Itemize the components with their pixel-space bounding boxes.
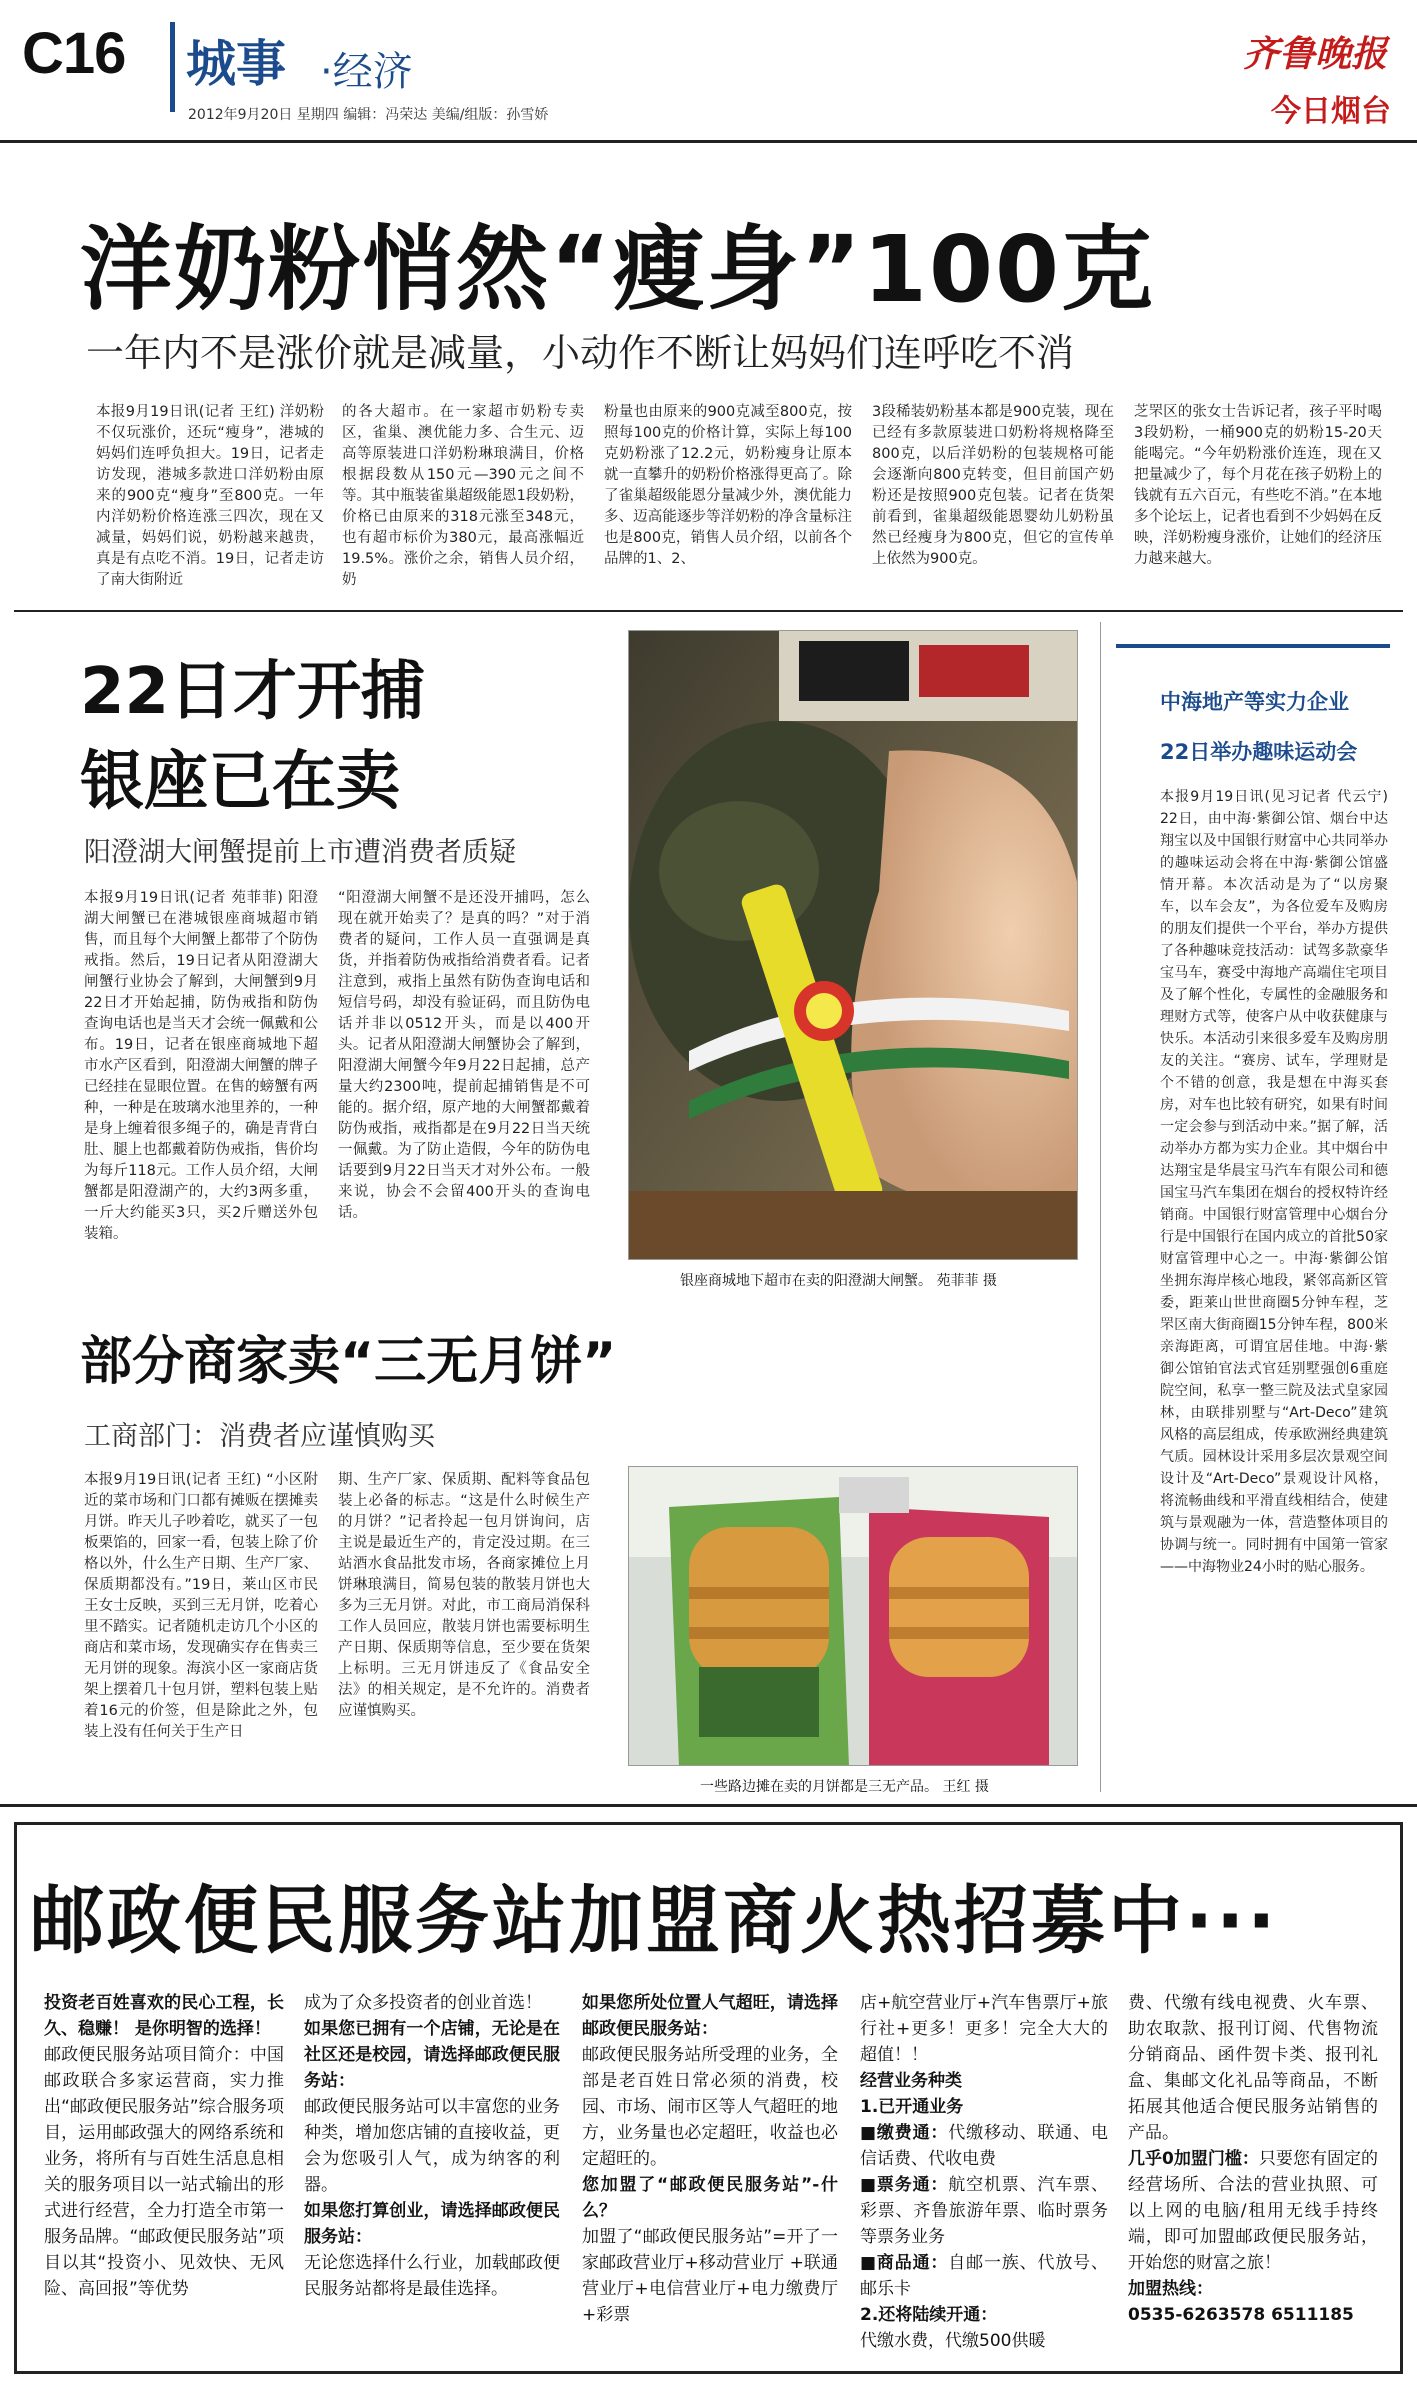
mooncake-photo [628, 1466, 1078, 1766]
article2-headline-line2: 银座已在卖 [80, 745, 400, 819]
header-divider [170, 22, 175, 112]
article1-col-1: 本报9月19日讯(记者 王红) 洋奶粉不仅玩涨价，还玩“瘦身”，港城的妈妈们连呼负担大。19日，记者走访发现，港城多款进口洋奶粉由原来的900克“瘦身”至800克。一年内洋奶粉价格连涨三四次，现在又减量，妈妈们说，奶粉越来越贵，真是有点吃不消。19日，记者走访了南大街附近 [96, 404, 324, 588]
article2-subheadline: 阳澄湖大闸蟹提前上市遭消费者质疑 [84, 837, 516, 868]
sidebar-headline-line2: 22日举办趣味运动会 [1160, 740, 1358, 764]
article1-col-3: 粉量也由原来的900克减至800克，按照每100克的价格计算，实际上每100克奶粉涨了12.2元，奶粉瘦身让原本就一直攀升的奶粉价格涨得更高了。除了雀巢超级能恩分量减少外，澳优能力多、迈高能逐步等洋奶粉的净含量标注也是800克，销售人员介绍，以前各个品牌的1、2、 [604, 404, 852, 567]
article1-bottom-rule [14, 610, 1403, 612]
article2-headline-line1: 22日才开捕 [80, 655, 426, 729]
edition-name: 今日烟台 [1271, 94, 1391, 129]
ad-col-2: 成为了众多投资者的创业首选！ 如果您已拥有一个店铺，无论是在社区还是校园，请选择邮政便民服务站： 邮政便民服务站可以丰富您的业务种类，增加您店铺的直接收益，更会为您吸引人气，成为纳客的利器。 如果您打算创业，请选择邮政便民服务站： 无论您选择什么行业，加载邮政便民服务站都将是最佳选择。 [304, 1993, 560, 2299]
newspaper-logo: 齐鲁晚报 [1242, 33, 1387, 75]
article3-subheadline: 工商部门：消费者应谨慎购买 [84, 1421, 435, 1452]
article2-col-1: 本报9月19日讯(记者 苑菲菲) 阳澄湖大闸蟹已在港城银座商城超市销售，而且每个大闸蟹上都带了个防伪戒指。然后，19日记者从阳澄湖大闸蟹行业协会了解到，大闸蟹到9月22日才开始起捕，防伪戒指和防伪查询电话也是当天才会统一佩戴和公布。19日，记者在银座商城地下超市水产区看到，阳澄湖大闸蟹的牌子已经挂在显眼位置。在售的螃蟹有两种，一种是在玻璃水池里养的，一种是身上缠着很多绳子的，确是青背白肚、腿上也都戴着防伪戒指，售价均为每斤118元。工作人员介绍，大闸蟹都是阳澄湖产的，大约3两多重，一斤大约能买3只，买2斤赠送外包装箱。 [84, 890, 318, 1242]
sidebar-body: 本报9月19日讯(见习记者 代云宁) 22日，由中海·紫御公馆、烟台中达翔宝以及中国银行财富中心共同举办的趣味运动会将在中海·紫御公馆盛情开幕。本次活动是为了“以房聚车，以车会友”，为各位爱车及购房的朋友们提供一个平台，举办方提供了各种趣味竞技活动：试驾多款豪华宝马车，赛受中海地产高端住宅项目及了解个性化，专属性的金融服务和理财方式等，使客户从中收获健康与快乐。本活动引来很多爱车及购房朋友的关注。“赛房、试车，学理财是个不错的创意，我是想在中海买套房，对车也比较有研究，如果有时间一定会参与到活动中来。”据了解，活动举办方都为实力企业。其中烟台中达翔宝是华晨宝马汽车有限公司和德国宝马汽车集团在烟台的授权特许经销商。中国银行财富管理中心烟台分行是中国银行在国内成立的首批50家财富管理中心之一。中海·紫御公馆坐拥东海岸核心地段，紧邻高新区管委，距莱山世世商圈5分钟车程，芝罘区南大街商圈15分钟车程，800米亲海距离，可谓宜居佳地。中海·紫御公馆铂官法式官廷别墅强创6重庭院空间，私享一整三院及法式皇家园林，由联排别墅与“Art-Deco”建筑风格的高层组成，传承欧洲经典建筑气质。园林设计采用多层次景观空间设计及“Art-Deco”景观设计风格，将流畅曲线和平滑直线相结合，使建筑与景观融为一体，营造整体项目的协调与统一。同时拥有中国第一管家——中海物业24小时的贴心服务。 [1160, 789, 1388, 1575]
article1-headline: 洋奶粉悄然“瘦身”100克 [80, 216, 1155, 323]
sidebar-headline-line1: 中海地产等实力企业 [1160, 690, 1349, 714]
sidebar-divider [1100, 622, 1101, 1792]
ad-col-5: 费、代缴有线电视费、火车票、助农取款、报刊订阅、代售物流分销商品、函件贺卡类、报刊礼盒、集邮文化礼品等商品，不断拓展其他适合便民服务站销售的产品。 几乎0加盟门槛：只要您有固定的经营场所、合法的营业执照、可以上网的电脑/租用无线手持终端，即可加盟邮政便民服务站，开始您的财富之旅！ 加盟热线： 0535-6263578 6511185 [1128, 1993, 1378, 2325]
ad-col-1: 投资老百姓喜欢的民心工程，长久、稳赚！ 是你明智的选择！ 邮政便民服务站项目简介：中国邮政联合多家运营商，实力推出“邮政便民服务站”综合服务项目，运用邮政强大的网络系统和业务，将所有与百姓生活息息相关的服务项目以一站式输出的形式进行经营，全力打造全市第一服务品牌。“邮政便民服务站”项目以其“投资小、见效快、无风险、高回报”等优势 [44, 1993, 284, 2299]
crab-photo [628, 630, 1078, 1260]
article1-col-5: 芝罘区的张女士告诉记者，孩子平时喝3段奶粉，一桶900克的奶粉15-20天能喝完。“今年奶粉涨价连连，现在又把量减少了，每个月花在孩子奶粉上的钱就有五六百元，有些吃不消。”在本地多个论坛上，记者也看到不少妈妈在反映，洋奶粉瘦身涨价，让她们的经济压力越来越大。 [1134, 404, 1382, 567]
header-rule [0, 140, 1417, 143]
crab-photo-image [629, 631, 1078, 1260]
article1-subheadline: 一年内不是涨价就是减量，小动作不断让妈妈们连呼吃不消 [86, 331, 1075, 375]
issue-meta: 2012年9月20日 星期四 编辑：冯荣达 美编/组版：孙雪娇 [188, 107, 549, 123]
mooncake-photo-caption: 一些路边摊在卖的月饼都是三无产品。 王红 摄 [700, 1779, 989, 1795]
ad-title: 邮政便民服务站加盟商火热招募中··· [30, 1878, 1279, 1964]
subsection-title: ·经济 [320, 49, 413, 95]
crab-photo-caption: 银座商城地下超市在卖的阳澄湖大闸蟹。 苑菲菲 摄 [680, 1273, 997, 1289]
ad-col-3: 如果您所处位置人气超旺，请选择邮政便民服务站： 邮政便民服务站所受理的业务，全部是老百姓日常必须的消费，校园、市场、闹市区等人气超旺的地方，业务量也必定超旺，收益也必定超旺的。 您加盟了“邮政便民服务站”-什么？ 加盟了“邮政便民服务站”=开了一家邮政营业厅+移动营业厅 +联通营业厅+电信营业厅+电力缴费厅+彩票 [582, 1993, 838, 2325]
article1-col-4: 3段稀装奶粉基本都是900克装，现在已经有多款原装进口奶粉将规格降至800克，以后洋奶粉的包装规格可能会逐渐向800克转变，但目前国产奶粉还是按照900克包装。记者在货架前看到，雀巢超级能恩婴幼儿奶粉虽然已经瘦身为800克，但它的宣传单上依然为900克。 [872, 404, 1114, 567]
article1-col-2: 的各大超市。在一家超市奶粉专卖区，雀巢、澳优能力多、合生元、迈高等原装进口洋奶粉琳琅满目，价格根据段数从150元—390元之间不等。其中瓶装雀巢超级能恩1段奶粉，价格已由原来的318元涨至348元，也有超市标价为380元，最高涨幅近19.5%。涨价之余，销售人员介绍，奶 [342, 404, 584, 588]
article3-col-2: 期、生产厂家、保质期、配料等食品包装上必备的标志。“这是什么时候生产的月饼？”记者拎起一包月饼询问，店主说是最近生产的，肯定没过期。在三站酒水食品批发市场，各商家摊位上月饼琳琅满目，简易包装的散装月饼也大多为三无月饼。对此，市工商局消保科工作人员回应，散装月饼也需要标明生产日期、保质期等信息，至少要在货架上标明。三无月饼违反了《食品安全法》的相关规定，是不允许的。消费者应谨慎购买。 [338, 1472, 590, 1719]
article3-headline: 部分商家卖“三无月饼” [80, 1332, 617, 1392]
article3-col-1: 本报9月19日讯(记者 王红) “小区附近的菜市场和门口都有摊贩在摆摊卖月饼。昨天儿子吵着吃，就买了一包板栗馅的，回家一看，包装上除了价格以外，什么生产日期、生产厂家、保质期都没有。”19日，莱山区市民王女士反映，买到三无月饼，吃着心里不踏实。记者随机走访几个小区的商店和菜市场，发现确实存在售卖三无月饼的现象。海滨小区一家商店货架上摆着几十包月饼，塑料包装上贴着16元的价签，但是除此之外，包装上没有任何关于生产日 [84, 1472, 318, 1740]
article2-col-2: “阳澄湖大闸蟹不是还没开捕吗，怎么现在就开始卖了？是真的吗？”对于消费者的疑问，工作人员一直强调是真货，并指着防伪戒指给消费者看。记者注意到，戒指上虽然有防伪查询电话和短信号码，却没有验证码，而且防伪电话并非以0512开头，而是以400开头。记者从阳澄湖大闸蟹协会了解到，阳澄湖大闸蟹今年9月22日起捕，总产量大约2300吨，提前起捕销售是不可能的。据介绍，原产地的大闸蟹都戴着防伪戒指，戒指都是在9月22日当天统一佩戴。为了防止造假，今年的防伪电话要到9月22日当天才对外公布。一般来说，协会不会留400开头的查询电话。 [338, 890, 590, 1221]
ad-top-rule [0, 1804, 1417, 1807]
page-number: C16 [22, 21, 126, 86]
section-title: 城事 [186, 35, 286, 93]
mooncake-photo-image [629, 1467, 1078, 1766]
sidebar-top-bar [1116, 644, 1390, 648]
ad-col-4: 店+航空营业厅+汽车售票厅+旅行社+更多！更多！完全大大的超值！！ 经营业务种类 1.已开通业务 ■缴费通：代缴移动、联通、电信话费、代收电费 ■票务通：航空机票、汽车票、彩票、齐鲁旅游年票、临时票务等票务业务 ■商品通：自邮一族、代放号、邮乐卡 2.还将陆续开通： 代缴水费，代缴500供暖 [860, 1993, 1108, 2351]
